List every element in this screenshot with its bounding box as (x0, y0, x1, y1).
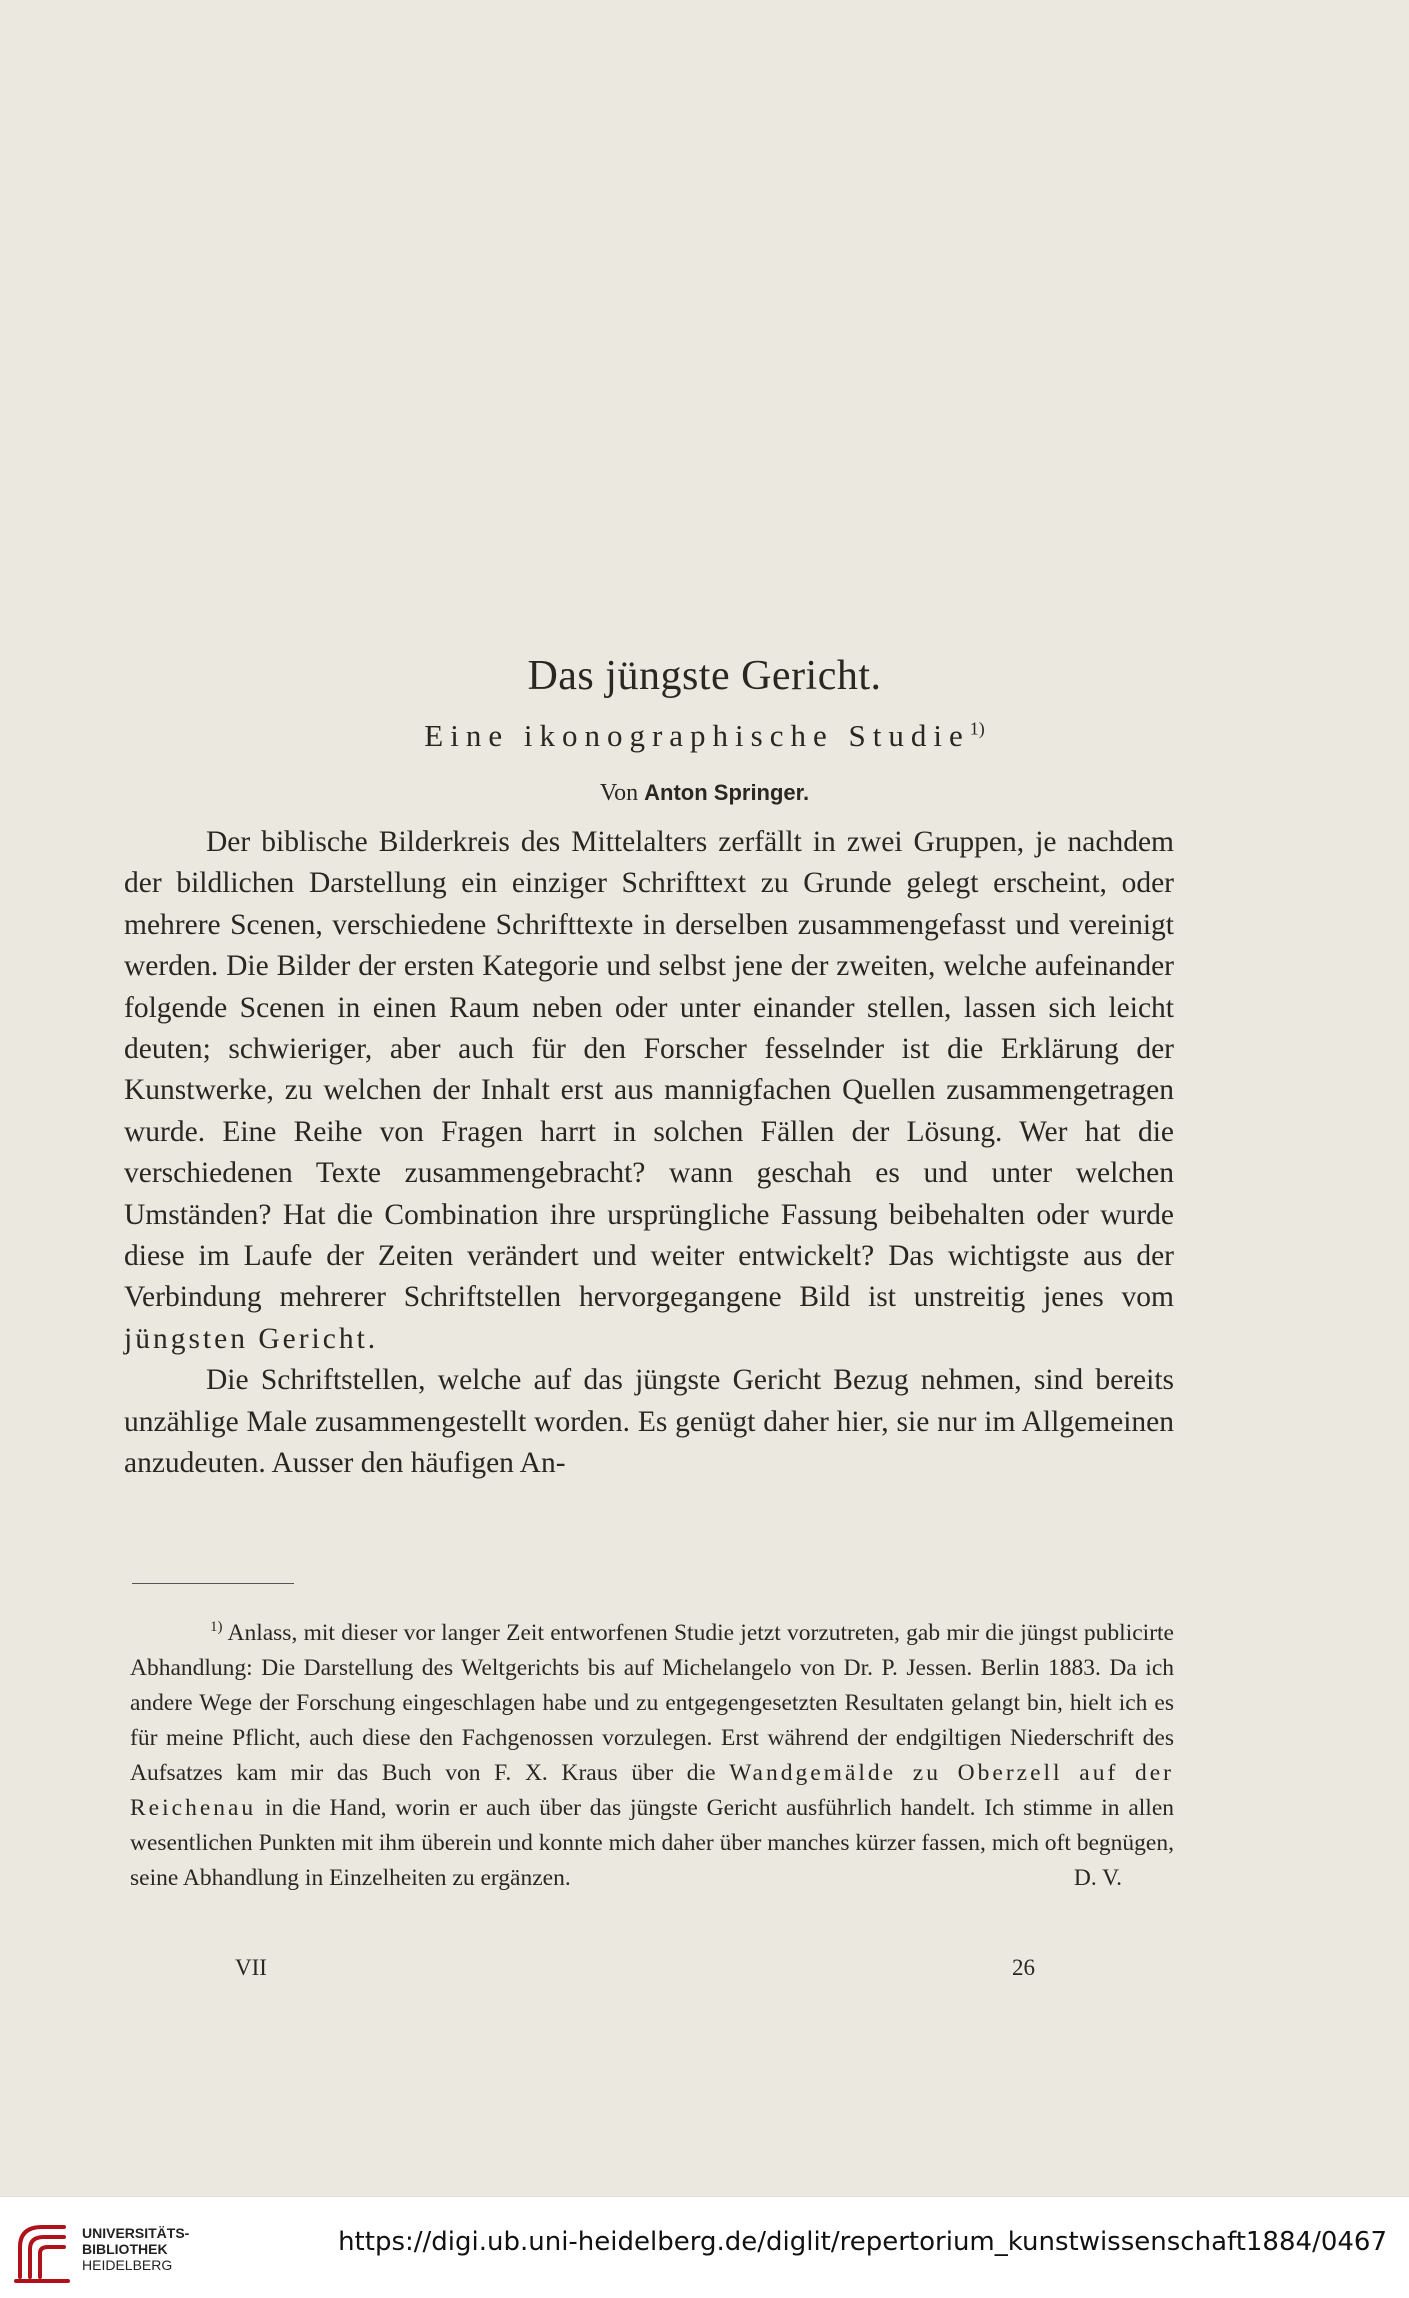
byline-prefix: Von (599, 780, 639, 806)
footnote-signature: D. V. (1073, 1864, 1122, 1891)
article-title: Das jüngste Gericht. (527, 653, 882, 699)
library-name (82, 2225, 189, 2273)
university-library-logo-icon (12, 2217, 74, 2285)
footnote-emphasis: Wandgemälde zu Oberzell auf der Reichenau (130, 1759, 1175, 1821)
footnote (130, 1610, 1174, 1896)
sheet-number: 26 (1012, 1955, 1035, 1980)
author-name: Anton Springer. (644, 780, 810, 805)
footnote-paragraph (130, 1610, 1174, 1896)
footer-bar (0, 2196, 1409, 2298)
article-subtitle (0, 718, 1409, 754)
paragraph-2: Die Schriftstellen, welche auf das jüngste Gericht Bezug nehmen, sind bereits unzählige Male zusammengestellt worden. Es genügt daher hier, sie nur im Allgemeinen anzudeuten. Ausser den häufigen An- (124, 1364, 1174, 1480)
library-name-line-3: HEIDELBERG (82, 2257, 173, 2273)
footnote-mark: 1) (210, 1619, 223, 1635)
footnote-divider (132, 1583, 294, 1584)
paragraph-1-emphasis: jüngsten Gericht. (124, 1322, 379, 1355)
footnote-text-a: Anlass, mit dieser vor langer Zeit entworfenen Studie jetzt vorzutreten, gab mir die jüngst publicirte Abhandlung: Die Darstellung des Weltgerichts bis auf Michelangelo von Dr. P. Jessen. Berlin 1883. Da ich andere Wege der Forschung eingeschlagen habe und zu entgegengesetzten Resultaten gelangt bin, hielt ich es für meine Pflicht, auch diese den Fachgenossen vorzulegen. Erst während der endgiltigen Niederschrift des Aufsatzes kam mir das Buch von F. X. Kraus über die (130, 1619, 1174, 1786)
library-name-line-2: BIBLIOTHEK (82, 2241, 168, 2257)
library-name-line-1: UNIVERSITÄTS- (82, 2225, 190, 2241)
subtitle-footnote-mark: 1) (969, 718, 985, 739)
byline (0, 780, 1409, 807)
signature-mark: VII (235, 1955, 267, 1980)
footnote-text-b: in die Hand, worin er auch über das jüngste Gericht ausführlich handelt. Ich stimme in allen wesentlichen Punkten mit ihm überein und konnte mich daher über manches kürzer fassen, mich oft begnügen, seine Abhandlung in Einzelheiten zu ergänzen. (130, 1794, 1175, 1891)
paragraph-1 (124, 822, 1174, 1360)
sheet-marks (235, 1955, 1035, 1981)
body-text (124, 822, 1174, 1485)
subtitle-text: Eine ikonographische Studie (424, 718, 970, 753)
source-url-link[interactable]: https://digi.ub.uni-heidelberg.de/diglit/repertorium_kunstwissenschaft1884/0467 (338, 2227, 1387, 2257)
paragraph-1-text: Der biblische Bilderkreis des Mittelalters zerfällt in zwei Gruppen, je nachdem der bildlichen Darstellung ein einziger Schrifttext zu Grunde gelegt erscheint, oder mehrere Scenen, verschiedene Schrifttexte in derselben zusammengefasst und vereinigt werden. Die Bilder der ersten Kategorie und selbst jene der zweiten, welche aufeinander folgende Scenen in einen Raum neben oder unter einander stellen, lassen sich leicht deuten; schwieriger, aber auch für den Forscher fesselnder ist die Erklärung der Kunstwerke, zu welchen der Inhalt erst aus mannigfachen Quellen zusammengetragen wurde. Eine Reihe von Fragen harrt in solchen Fällen der Lösung. Wer hat die verschiedenen Texte zusammengebracht? wann geschah es und unter welchen Umständen? Hat die Combination ihre ursprüngliche Fassung beibehalten oder wurde diese im Laufe der Zeiten verändert und weiter entwickelt? Das wichtigste aus der Verbindung mehrerer Schriftstellen hervorgegangene Bild ist unstreitig jenes vom (124, 826, 1174, 1314)
